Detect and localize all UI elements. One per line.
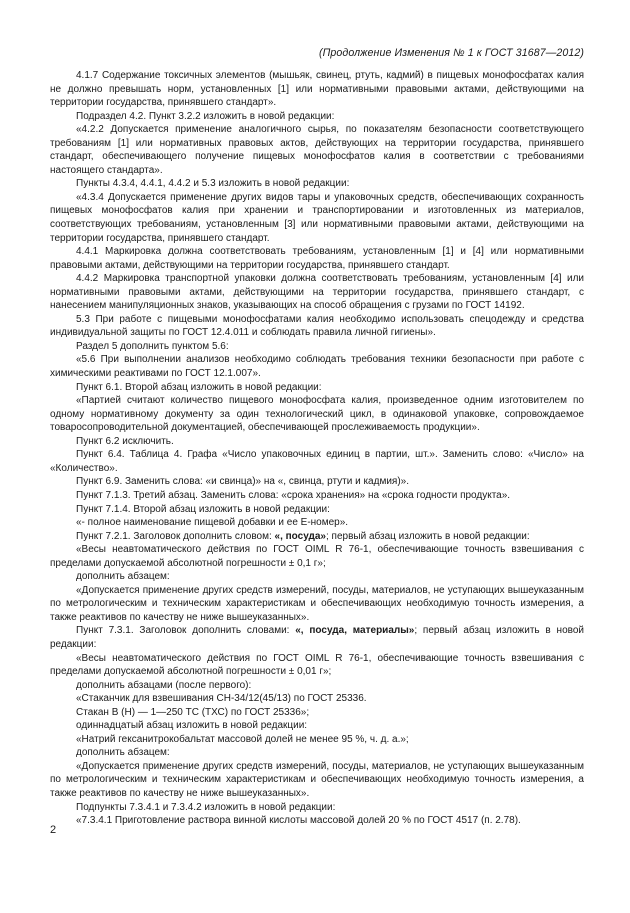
paragraph: «Допускается применение других средств измерений, посуды, материалов, не уступающих вышеуказанным по метрологическим и техническим характеристикам и обеспечивающих необходимую точность измерения, а также реактивов по качеству не ниже вышеуказанных». [50,760,584,799]
paragraph: «- полное наименование пищевой добавки и ее Е-номер». [76,517,349,529]
paragraph: 4.1.7 Содержание токсичных элементов (мышьяк, свинец, ртуть, кадмий) в пищевых монофосфатах калия не должно превышать норм, установленных [1] или нормативными правовыми актами, действующими на территории государства, принявшего стандарт». [50,70,584,109]
paragraph: Пункт 7.1.4. Второй абзац изложить в новой редакции: [76,503,330,515]
paragraph-text: ; первый абзац изложить в новой редакции: [50,625,584,650]
paragraph-text: ; первый абзац изложить в новой редакции: [326,530,530,542]
paragraph: Пункт 6.1. Второй абзац изложить в новой редакции: [76,381,322,393]
running-header: (Продолжение Изменения № 1 к ГОСТ 31687—2012) [318,47,584,59]
paragraph: «Стаканчик для взвешивания СН-34/12(45/13) по ГОСТ 25336. [76,693,367,705]
paragraph: «Партией считают количество пищевого монофосфата калия, произведенное одним изготовителем по одному нормативному документу за один технологический цикл, в одинаковой упаковке, сопровождаемое товаросопроводительной документацией, обеспечивающей прослеживаемость продукции». [50,395,584,434]
page-number: 2 [50,824,57,836]
paragraph: 4.4.2 Маркировка транспортной упаковки должна соответствовать требованиям, установленным [4] или нормативными правовыми актами, действующими на территории государства, принявшего стандарт, с нанесением манипуляционных знаков, указывающих на способ обращения с грузами по ГОСТ 14192. [50,273,584,312]
paragraph: «4.3.4 Допускается применение других видов тары и упаковочных средств, обеспечивающих сохранность пищевых монофосфатов калия при хранении и транспортировании и изготовленных из материалов, соответствующих требованиям, установленным [3] или нормативными правовыми актами, действующими на территории государства, принявшего стандарт. [50,191,584,244]
paragraph-text: Пункт 7.3.1. Заголовок дополнить словами: [76,625,296,637]
paragraph: дополнить абзацем: [76,571,170,583]
paragraph: Пункт 6.2 исключить. [76,435,174,447]
bold-phrase: «, посуда, материалы» [295,625,415,637]
paragraph: Раздел 5 дополнить пунктом 5.6: [76,340,229,352]
paragraph: 4.4.1 Маркировка должна соответствовать требованиям, установленным [1] и [4] или нормативными правовыми актами, действующими на территории государства, принявшего стандарт. [50,246,584,271]
paragraph: «Натрий гексанитрокобальтат массовой долей не менее 95 %, ч. д. а.»; [76,733,409,745]
paragraph-text: Пункт 7.2.1. Заголовок дополнить словом: [76,530,275,542]
paragraph: Пункт 7.1.3. Третий абзац. Заменить слова: «срока хранения» на «срока годности продукта». [76,489,511,501]
paragraph: дополнить абзацем: [76,747,170,759]
paragraph-mixed [50,530,584,544]
paragraph: «Допускается применение других средств измерений, посуды, материалов, не уступающих вышеуказанным по метрологическим и техническим характеристикам и обеспечивающих необходимую точность измерения, а также реактивов по качеству не ниже вышеуказанных». [50,584,584,623]
paragraph: «Весы неавтоматического действия по ГОСТ OIML R 76-1, обеспечивающие точность взвешивания с пределами допускаемой абсолютной погрешности ± 0,01 г»; [50,652,584,678]
paragraph: Пункт 6.4. Таблица 4. Графа «Число упаковочных единиц в партии, шт.». Заменить слово: «Число» на «Количество». [50,449,584,474]
document-body [50,69,584,828]
paragraph: «Весы неавтоматического действия по ГОСТ OIML R 76-1, обеспечивающие точность взвешивания с пределами допускаемой абсолютной погрешности ± 0,1 г»; [50,544,584,569]
paragraph: «4.2.2 Допускается применение аналогичного сырья, по показателям безопасности соответствующего требованиям [1] или нормативных правовых актов, действующих на территории государства, принявшего стандарт, обеспечивающего получение пищевых монофосфатов калия в соответствии с требованиями настоящего стандарта». [50,124,584,176]
paragraph: Пункт 6.9. Заменить слова: «и свинца)» на «, свинца, ртути и кадмия)». [76,476,409,488]
paragraph: Пункты 4.3.4, 4.4.1, 4.4.2 и 5.3 изложить в новой редакции: [76,178,350,190]
paragraph: одиннадцатый абзац изложить в новой редакции: [76,720,308,732]
paragraph: «7.3.4.1 Приготовление раствора винной кислоты массовой долей 20 % по ГОСТ 4517 (п. 2.78). [76,815,521,827]
bold-phrase: «, посуда» [274,530,326,542]
paragraph-mixed [50,624,584,651]
paragraph: Стакан В (Н) — 1—250 ТС (ТХС) по ГОСТ 25336»; [76,706,310,718]
paragraph: 5.3 При работе с пищевыми монофосфатами калия необходимо использовать спецодежду и средства индивидуальной защиты по ГОСТ 12.4.011 и соблюдать правила личной гигиены». [50,313,584,339]
paragraph: Подраздел 4.2. Пункт 3.2.2 изложить в новой редакции: [76,110,335,122]
paragraph: дополнить абзацами (после первого): [76,679,252,691]
paragraph: Подпункты 7.3.4.1 и 7.3.4.2 изложить в новой редакции: [76,801,336,813]
paragraph: «5.6 При выполнении анализов необходимо соблюдать требования техники безопасности при работе с химическими реактивами по ГОСТ 12.1.007». [50,354,584,380]
